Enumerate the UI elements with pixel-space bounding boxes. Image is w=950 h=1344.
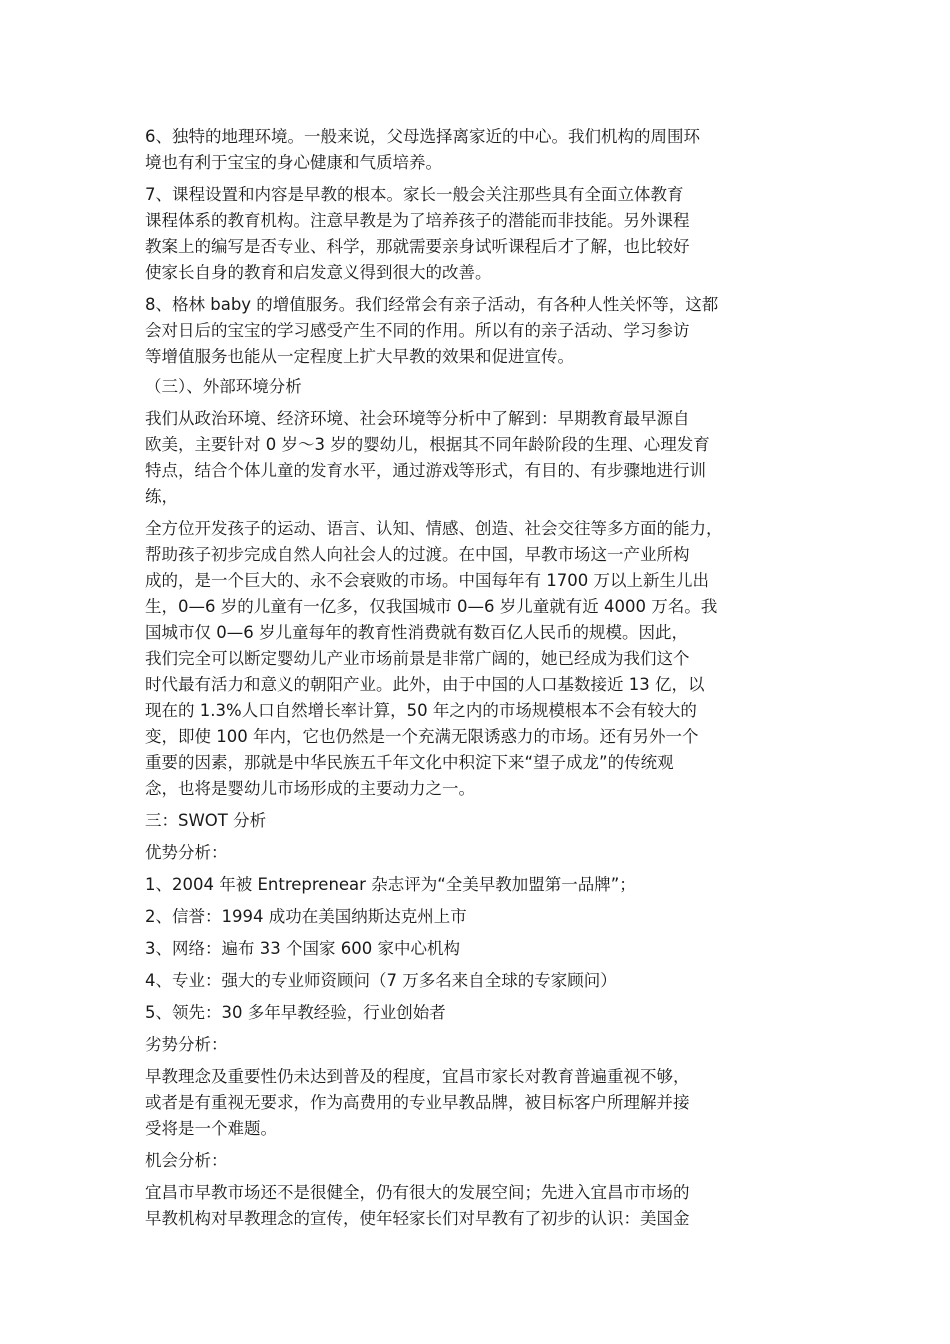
text-line: 使家长自身的教育和启发意义得到很大的改善。 (145, 263, 492, 282)
paragraph-external-analysis-2 (145, 516, 810, 802)
subheading-opportunities (145, 1148, 810, 1174)
strength-item-2 (145, 904, 810, 930)
strength-item-3 (145, 936, 810, 962)
text-line: 念，也将是婴幼儿市场形成的主要动力之一。 (145, 779, 475, 798)
text-line: 等增值服务也能从一定程度上扩大早教的效果和促进宣传。 (145, 347, 574, 366)
text-line: 或者是有重视无要求，作为高费用的专业早教品牌，被目标客户所理解并接 (145, 1093, 690, 1112)
text-line: 国城市仅 0—6 岁儿童每年的教育性消费就有数百亿人民币的规模。因此， (145, 623, 688, 642)
text-line: 1、2004 年被 Entreprenear 杂志评为“全美早教加盟第一品牌”； (145, 875, 636, 894)
paragraph-value-added-services (145, 292, 810, 370)
heading-text: 机会分析： (145, 1151, 228, 1170)
text-line: 变，即使 100 年内，它也仍然是一个充满无限诱惑力的市场。还有另外一个 (145, 727, 699, 746)
text-line: 宜昌市早教市场还不是很健全，仍有很大的发展空间；先进入宜昌市市场的 (145, 1183, 690, 1202)
text-line: 课程体系的教育机构。注意早教是为了培养孩子的潜能而非技能。另外课程 (145, 211, 690, 230)
subheading-strengths (145, 840, 810, 866)
text-line: 6、独特的地理环境。一般来说，父母选择离家近的中心。我们机构的周围环 (145, 127, 700, 146)
text-line: 会对日后的宝宝的学习感受产生不同的作用。所以有的亲子活动、学习参访 (145, 321, 690, 340)
text-line: 3、网络：遍布 33 个国家 600 家中心机构 (145, 939, 460, 958)
text-line: 7、课程设置和内容是早教的根本。家长一般会关注那些具有全面立体教育 (145, 185, 684, 204)
text-line: 受将是一个难题。 (145, 1119, 277, 1138)
text-line: 2、信誉：1994 成功在美国纳斯达克州上市 (145, 907, 467, 926)
strength-item-1 (145, 872, 810, 898)
text-line: 境也有利于宝宝的身心健康和气质培养。 (145, 153, 442, 172)
text-line: 练， (145, 487, 178, 506)
text-line: 教案上的编写是否专业、科学，那就需要亲身试听课程后才了解，也比较好 (145, 237, 690, 256)
text-line: 8、格林 baby 的增值服务。我们经常会有亲子活动，有各种人性关怀等，这都 (145, 295, 719, 314)
text-line: 成的，是一个巨大的、永不会衰败的市场。中国每年有 1700 万以上新生儿出 (145, 571, 709, 590)
heading-text: 劣势分析： (145, 1035, 228, 1054)
text-line: 现在的 1.3%人口自然增长率计算，50 年之内的市场规模根本不会有较大的 (145, 701, 697, 720)
text-line: 4、专业：强大的专业师资顾问（7 万多名来自全球的专家顾问） (145, 971, 617, 990)
text-line: 5、领先：30 多年早教经验，行业创始者 (145, 1003, 446, 1022)
paragraph-weaknesses (145, 1064, 810, 1142)
subheading-weaknesses (145, 1032, 810, 1058)
text-line: 帮助孩子初步完成自然人向社会人的过渡。在中国，早教市场这一产业所构 (145, 545, 690, 564)
text-line: 生，0—6 岁的儿童有一亿多，仅我国城市 0—6 岁儿童就有近 4000 万名。我 (145, 597, 718, 616)
text-line: 早教理念及重要性仍未达到普及的程度，宜昌市家长对教育普遍重视不够， (145, 1067, 690, 1086)
text-line: 我们完全可以断定婴幼儿产业市场前景是非常广阔的，她已经成为我们这个 (145, 649, 690, 668)
section-heading-external-environment (145, 374, 810, 400)
paragraph-curriculum (145, 182, 810, 286)
text-line: 早教机构对早教理念的宣传，使年轻家长们对早教有了初步的认识：美国金 (145, 1209, 690, 1228)
text-line: 特点，结合个体儿童的发育水平，通过游戏等形式，有目的、有步骤地进行训 (145, 461, 706, 480)
heading-text: （三）、外部环境分析 (145, 377, 302, 396)
text-line: 重要的因素，那就是中华民族五千年文化中积淀下来“望子成龙”的传统观 (145, 753, 674, 772)
text-line: 我们从政治环境、经济环境、社会环境等分析中了解到：早期教育最早源自 (145, 409, 690, 428)
strength-item-4 (145, 968, 810, 994)
paragraph-external-analysis-1 (145, 406, 810, 510)
paragraph-geographic-environment (145, 124, 810, 176)
heading-text: 三：SWOT 分析 (145, 811, 267, 830)
text-line: 全方位开发孩子的运动、语言、认知、情感、创造、社会交往等多方面的能力， (145, 519, 723, 538)
heading-text: 优势分析： (145, 843, 228, 862)
document-page (145, 124, 810, 1236)
strength-item-5 (145, 1000, 810, 1026)
text-line: 时代最有活力和意义的朝阳产业。此外，由于中国的人口基数接近 13 亿，以 (145, 675, 705, 694)
paragraph-opportunities (145, 1180, 810, 1232)
text-line: 欧美，主要针对 0 岁～3 岁的婴幼儿，根据其不同年龄阶段的生理、心理发育 (145, 435, 710, 454)
section-heading-swot (145, 808, 810, 834)
